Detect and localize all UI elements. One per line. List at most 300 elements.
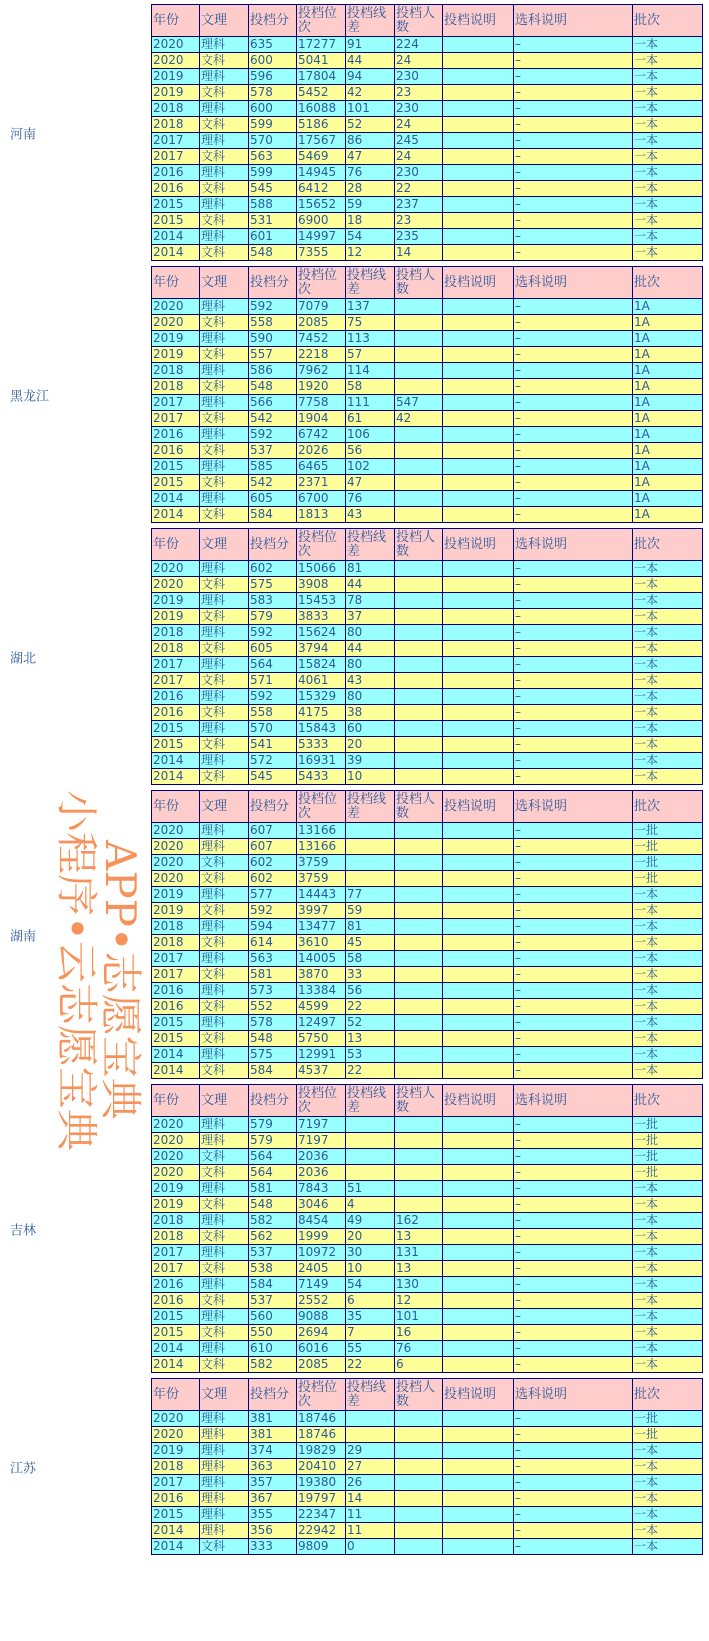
- cell-track: 文科: [200, 1539, 249, 1555]
- table-row: [152, 561, 703, 577]
- table-row: [152, 133, 703, 149]
- cell-score: 538: [249, 1261, 297, 1277]
- table-row: [152, 999, 703, 1015]
- cell-score: 584: [249, 1063, 297, 1079]
- cell-batch: 一本: [633, 935, 703, 951]
- cell-line-diff: 57: [346, 347, 395, 363]
- cell-rank: 9809: [297, 1539, 346, 1555]
- cell-subject-note: –: [514, 1341, 633, 1357]
- header-subject-note: 选科说明: [514, 1379, 633, 1411]
- cell-batch: 1A: [633, 507, 703, 523]
- cell-score: 548: [249, 245, 297, 261]
- cell-rank: 3794: [297, 641, 346, 657]
- cell-year: 2020: [152, 1411, 200, 1427]
- table-row: [152, 1427, 703, 1443]
- cell-rank: 7197: [297, 1133, 346, 1149]
- table-row: [152, 347, 703, 363]
- cell-subject-note: –: [514, 769, 633, 785]
- cell-line-diff: 18: [346, 213, 395, 229]
- cell-score: 573: [249, 983, 297, 999]
- cell-admission-note: [443, 395, 514, 411]
- cell-batch: 一批: [633, 1149, 703, 1165]
- cell-admitted-count: [395, 1031, 443, 1047]
- watermark-text-1: 小程序•云志愿宝典: [52, 790, 101, 1151]
- cell-admission-note: [443, 1229, 514, 1245]
- cell-subject-note: –: [514, 1047, 633, 1063]
- cell-year: 2020: [152, 1427, 200, 1443]
- province-label: 黑龙江: [10, 389, 50, 404]
- cell-line-diff: [346, 1427, 395, 1443]
- cell-year: 2016: [152, 705, 200, 721]
- cell-rank: 15824: [297, 657, 346, 673]
- cell-batch: 一本: [633, 37, 703, 53]
- cell-rank: 7452: [297, 331, 346, 347]
- cell-year: 2019: [152, 593, 200, 609]
- header-batch: 批次: [633, 1379, 703, 1411]
- cell-score: 592: [249, 689, 297, 705]
- cell-subject-note: –: [514, 593, 633, 609]
- cell-score: 605: [249, 641, 297, 657]
- cell-rank: 3046: [297, 1197, 346, 1213]
- cell-admitted-count: [395, 1539, 443, 1555]
- cell-rank: 5469: [297, 149, 346, 165]
- cell-subject-note: –: [514, 1197, 633, 1213]
- cell-line-diff: 20: [346, 737, 395, 753]
- cell-batch: 一本: [633, 85, 703, 101]
- province-section: [0, 266, 709, 523]
- province-section: [0, 790, 709, 1079]
- cell-rank: 2218: [297, 347, 346, 363]
- cell-batch: 一本: [633, 721, 703, 737]
- cell-line-diff: [346, 1117, 395, 1133]
- header-line-diff: 投档线差: [346, 791, 395, 823]
- cell-score: 594: [249, 919, 297, 935]
- cell-line-diff: 102: [346, 459, 395, 475]
- cell-score: 570: [249, 133, 297, 149]
- cell-subject-note: –: [514, 299, 633, 315]
- cell-score: 602: [249, 871, 297, 887]
- cell-line-diff: 61: [346, 411, 395, 427]
- cell-subject-note: –: [514, 1063, 633, 1079]
- cell-batch: 一本: [633, 1443, 703, 1459]
- header-track: 文理: [200, 791, 249, 823]
- table-row: [152, 1047, 703, 1063]
- cell-admitted-count: [395, 1491, 443, 1507]
- cell-admitted-count: [395, 689, 443, 705]
- cell-year: 2017: [152, 133, 200, 149]
- cell-admitted-count: [395, 299, 443, 315]
- cell-admitted-count: 101: [395, 1309, 443, 1325]
- cell-batch: 一本: [633, 577, 703, 593]
- header-subject-note: 选科说明: [514, 791, 633, 823]
- cell-admitted-count: 131: [395, 1245, 443, 1261]
- cell-rank: 2694: [297, 1325, 346, 1341]
- cell-admission-note: [443, 1411, 514, 1427]
- cell-year: 2017: [152, 951, 200, 967]
- cell-rank: 2036: [297, 1165, 346, 1181]
- cell-subject-note: –: [514, 673, 633, 689]
- cell-track: 理科: [200, 1475, 249, 1491]
- cell-admission-note: [443, 951, 514, 967]
- cell-track: 理科: [200, 331, 249, 347]
- cell-admission-note: [443, 1523, 514, 1539]
- cell-line-diff: 52: [346, 1015, 395, 1031]
- cell-year: 2018: [152, 641, 200, 657]
- cell-admitted-count: [395, 1165, 443, 1181]
- cell-line-diff: 11: [346, 1507, 395, 1523]
- cell-batch: 一本: [633, 1459, 703, 1475]
- cell-line-diff: 39: [346, 753, 395, 769]
- cell-admitted-count: [395, 1149, 443, 1165]
- cell-subject-note: –: [514, 1165, 633, 1181]
- cell-track: 文科: [200, 411, 249, 427]
- cell-batch: 1A: [633, 459, 703, 475]
- cell-track: 文科: [200, 999, 249, 1015]
- cell-admitted-count: 224: [395, 37, 443, 53]
- cell-track: 文科: [200, 1325, 249, 1341]
- cell-admission-note: [443, 347, 514, 363]
- cell-admission-note: [443, 443, 514, 459]
- header-score: 投档分: [249, 791, 297, 823]
- cell-score: 537: [249, 1245, 297, 1261]
- cell-score: 558: [249, 315, 297, 331]
- cell-admitted-count: 16: [395, 1325, 443, 1341]
- cell-admission-note: [443, 935, 514, 951]
- cell-admitted-count: 235: [395, 229, 443, 245]
- header-line-diff: 投档线差: [346, 529, 395, 561]
- cell-batch: 一本: [633, 1229, 703, 1245]
- cell-admission-note: [443, 315, 514, 331]
- cell-line-diff: 101: [346, 101, 395, 117]
- cell-rank: 1813: [297, 507, 346, 523]
- table-row: [152, 459, 703, 475]
- cell-year: 2020: [152, 823, 200, 839]
- cell-batch: 一本: [633, 245, 703, 261]
- cell-line-diff: 86: [346, 133, 395, 149]
- cell-subject-note: –: [514, 1523, 633, 1539]
- cell-track: 理科: [200, 1015, 249, 1031]
- cell-year: 2016: [152, 181, 200, 197]
- cell-score: 581: [249, 1181, 297, 1197]
- cell-admission-note: [443, 363, 514, 379]
- cell-rank: 4537: [297, 1063, 346, 1079]
- cell-admitted-count: [395, 347, 443, 363]
- cell-admitted-count: [395, 1411, 443, 1427]
- cell-subject-note: –: [514, 1411, 633, 1427]
- cell-line-diff: 38: [346, 705, 395, 721]
- cell-score: 548: [249, 379, 297, 395]
- header-rank: 投档位次: [297, 1085, 346, 1117]
- cell-batch: 一批: [633, 1165, 703, 1181]
- cell-subject-note: –: [514, 1459, 633, 1475]
- cell-batch: 一本: [633, 737, 703, 753]
- cell-admission-note: [443, 625, 514, 641]
- cell-admitted-count: 24: [395, 53, 443, 69]
- cell-admitted-count: 76: [395, 1341, 443, 1357]
- cell-admitted-count: 230: [395, 101, 443, 117]
- header-subject-note: 选科说明: [514, 267, 633, 299]
- cell-rank: 5333: [297, 737, 346, 753]
- scores-table: [151, 4, 703, 261]
- cell-year: 2018: [152, 101, 200, 117]
- cell-line-diff: 27: [346, 1459, 395, 1475]
- table-header-row: [152, 5, 703, 37]
- table-row: [152, 1309, 703, 1325]
- cell-rank: 4175: [297, 705, 346, 721]
- cell-admitted-count: [395, 443, 443, 459]
- cell-batch: 一本: [633, 1213, 703, 1229]
- cell-admission-note: [443, 823, 514, 839]
- cell-line-diff: 43: [346, 507, 395, 523]
- cell-track: 文科: [200, 149, 249, 165]
- cell-score: 599: [249, 165, 297, 181]
- cell-subject-note: –: [514, 1213, 633, 1229]
- cell-line-diff: 11: [346, 1523, 395, 1539]
- header-year: 年份: [152, 267, 200, 299]
- header-score: 投档分: [249, 267, 297, 299]
- table-row: [152, 1341, 703, 1357]
- cell-rank: 3610: [297, 935, 346, 951]
- cell-year: 2016: [152, 999, 200, 1015]
- cell-track: 理科: [200, 1459, 249, 1475]
- cell-admitted-count: [395, 1063, 443, 1079]
- table-row: [152, 1539, 703, 1555]
- cell-year: 2014: [152, 491, 200, 507]
- header-batch: 批次: [633, 791, 703, 823]
- cell-admitted-count: [395, 769, 443, 785]
- cell-year: 2015: [152, 1507, 200, 1523]
- cell-batch: 1A: [633, 299, 703, 315]
- cell-line-diff: 91: [346, 37, 395, 53]
- cell-rank: 7962: [297, 363, 346, 379]
- cell-score: 605: [249, 491, 297, 507]
- province-label: 江苏: [10, 1461, 37, 1476]
- cell-rank: 14945: [297, 165, 346, 181]
- cell-line-diff: 55: [346, 1341, 395, 1357]
- cell-admission-note: [443, 737, 514, 753]
- cell-track: 理科: [200, 1181, 249, 1197]
- cell-admitted-count: [395, 315, 443, 331]
- table-row: [152, 181, 703, 197]
- cell-score: 570: [249, 721, 297, 737]
- cell-subject-note: –: [514, 213, 633, 229]
- table-row: [152, 983, 703, 999]
- cell-subject-note: –: [514, 1261, 633, 1277]
- cell-score: 586: [249, 363, 297, 379]
- cell-admission-note: [443, 705, 514, 721]
- cell-score: 381: [249, 1411, 297, 1427]
- cell-track: 文科: [200, 769, 249, 785]
- cell-rank: 2085: [297, 315, 346, 331]
- cell-score: 600: [249, 101, 297, 117]
- cell-line-diff: 30: [346, 1245, 395, 1261]
- cell-year: 2020: [152, 1165, 200, 1181]
- cell-admission-note: [443, 577, 514, 593]
- cell-admitted-count: [395, 1181, 443, 1197]
- cell-rank: 18746: [297, 1427, 346, 1443]
- cell-admitted-count: [395, 903, 443, 919]
- cell-score: 579: [249, 1117, 297, 1133]
- cell-subject-note: –: [514, 1031, 633, 1047]
- cell-line-diff: 13: [346, 1031, 395, 1047]
- cell-batch: 一本: [633, 1341, 703, 1357]
- header-admitted-count: 投档人数: [395, 529, 443, 561]
- cell-admitted-count: 24: [395, 117, 443, 133]
- table-row: [152, 839, 703, 855]
- cell-track: 理科: [200, 823, 249, 839]
- cell-subject-note: –: [514, 689, 633, 705]
- cell-admitted-count: 22: [395, 181, 443, 197]
- cell-score: 575: [249, 577, 297, 593]
- header-admitted-count: 投档人数: [395, 267, 443, 299]
- cell-subject-note: –: [514, 37, 633, 53]
- cell-admission-note: [443, 197, 514, 213]
- cell-batch: 一本: [633, 1245, 703, 1261]
- cell-admission-note: [443, 1357, 514, 1373]
- cell-subject-note: –: [514, 1277, 633, 1293]
- cell-track: 理科: [200, 721, 249, 737]
- cell-track: 文科: [200, 1229, 249, 1245]
- cell-admission-note: [443, 133, 514, 149]
- cell-score: 579: [249, 1133, 297, 1149]
- cell-admission-note: [443, 69, 514, 85]
- cell-rank: 3870: [297, 967, 346, 983]
- cell-track: 理科: [200, 1491, 249, 1507]
- cell-track: 理科: [200, 491, 249, 507]
- cell-subject-note: –: [514, 625, 633, 641]
- cell-admitted-count: [395, 1015, 443, 1031]
- cell-admitted-count: [395, 609, 443, 625]
- cell-score: 545: [249, 769, 297, 785]
- cell-admitted-count: [395, 577, 443, 593]
- cell-rank: 3833: [297, 609, 346, 625]
- cell-score: 577: [249, 887, 297, 903]
- cell-line-diff: 0: [346, 1539, 395, 1555]
- cell-year: 2015: [152, 737, 200, 753]
- cell-line-diff: 80: [346, 625, 395, 641]
- header-rank: 投档位次: [297, 5, 346, 37]
- cell-year: 2016: [152, 165, 200, 181]
- cell-batch: 一本: [633, 165, 703, 181]
- cell-batch: 一本: [633, 1357, 703, 1373]
- cell-rank: 12497: [297, 1015, 346, 1031]
- cell-track: 理科: [200, 69, 249, 85]
- cell-score: 356: [249, 1523, 297, 1539]
- cell-rank: 4599: [297, 999, 346, 1015]
- cell-year: 2017: [152, 1245, 200, 1261]
- header-admission-note: 投档说明: [443, 529, 514, 561]
- cell-batch: 一本: [633, 213, 703, 229]
- cell-rank: 7079: [297, 299, 346, 315]
- cell-admission-note: [443, 855, 514, 871]
- scores-table: [151, 1084, 703, 1373]
- cell-score: 537: [249, 1293, 297, 1309]
- cell-subject-note: –: [514, 839, 633, 855]
- cell-batch: 一批: [633, 1411, 703, 1427]
- cell-batch: 一本: [633, 967, 703, 983]
- cell-admitted-count: [395, 721, 443, 737]
- cell-score: 592: [249, 625, 297, 641]
- cell-score: 531: [249, 213, 297, 229]
- cell-year: 2017: [152, 673, 200, 689]
- cell-rank: 19380: [297, 1475, 346, 1491]
- cell-admitted-count: 237: [395, 197, 443, 213]
- cell-year: 2014: [152, 1357, 200, 1373]
- cell-track: 理科: [200, 299, 249, 315]
- cell-track: 理科: [200, 1133, 249, 1149]
- table-row: [152, 475, 703, 491]
- table-row: [152, 1293, 703, 1309]
- cell-track: 文科: [200, 1031, 249, 1047]
- cell-admitted-count: [395, 951, 443, 967]
- table-row: [152, 919, 703, 935]
- cell-year: 2020: [152, 1133, 200, 1149]
- cell-year: 2020: [152, 1149, 200, 1165]
- cell-rank: 5041: [297, 53, 346, 69]
- cell-score: 545: [249, 181, 297, 197]
- table-row: [152, 593, 703, 609]
- table-row: [152, 395, 703, 411]
- cell-rank: 5452: [297, 85, 346, 101]
- cell-track: 理科: [200, 753, 249, 769]
- cell-year: 2020: [152, 561, 200, 577]
- cell-subject-note: –: [514, 641, 633, 657]
- cell-admission-note: [443, 919, 514, 935]
- cell-subject-note: –: [514, 609, 633, 625]
- cell-track: 文科: [200, 705, 249, 721]
- table-header-row: [152, 791, 703, 823]
- table-row: [152, 165, 703, 181]
- cell-admission-note: [443, 117, 514, 133]
- cell-track: 文科: [200, 1197, 249, 1213]
- cell-rank: 2036: [297, 1149, 346, 1165]
- header-line-diff: 投档线差: [346, 1379, 395, 1411]
- cell-subject-note: –: [514, 165, 633, 181]
- cell-admitted-count: [395, 839, 443, 855]
- cell-subject-note: –: [514, 149, 633, 165]
- cell-track: 文科: [200, 1261, 249, 1277]
- table-row: [152, 689, 703, 705]
- cell-rank: 17277: [297, 37, 346, 53]
- header-admitted-count: 投档人数: [395, 5, 443, 37]
- cell-rank: 3997: [297, 903, 346, 919]
- cell-subject-note: –: [514, 657, 633, 673]
- cell-subject-note: –: [514, 69, 633, 85]
- cell-batch: 1A: [633, 427, 703, 443]
- cell-batch: 一本: [633, 919, 703, 935]
- cell-year: 2017: [152, 1475, 200, 1491]
- cell-score: 592: [249, 903, 297, 919]
- cell-batch: 一批: [633, 871, 703, 887]
- cell-year: 2019: [152, 1197, 200, 1213]
- cell-line-diff: 114: [346, 363, 395, 379]
- cell-batch: 1A: [633, 363, 703, 379]
- cell-admission-note: [443, 1309, 514, 1325]
- cell-admission-note: [443, 1341, 514, 1357]
- cell-rank: 15843: [297, 721, 346, 737]
- cell-line-diff: [346, 871, 395, 887]
- cell-admission-note: [443, 331, 514, 347]
- cell-track: 理科: [200, 229, 249, 245]
- admission-scores-list: [0, 4, 709, 1560]
- cell-score: 584: [249, 1277, 297, 1293]
- cell-batch: 一本: [633, 1277, 703, 1293]
- cell-track: 理科: [200, 1277, 249, 1293]
- cell-admission-note: [443, 165, 514, 181]
- cell-admission-note: [443, 1133, 514, 1149]
- cell-year: 2014: [152, 507, 200, 523]
- cell-batch: 一本: [633, 689, 703, 705]
